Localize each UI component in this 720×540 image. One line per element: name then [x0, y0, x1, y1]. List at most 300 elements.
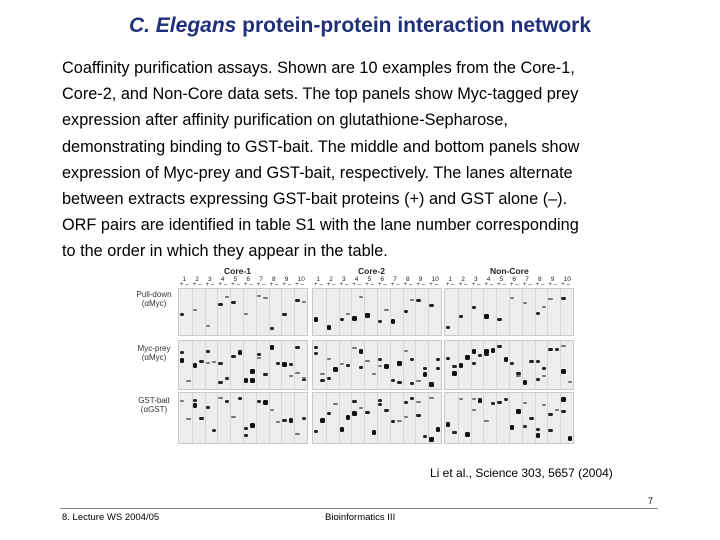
- lane-sign: +: [548, 282, 552, 288]
- gel-band: [276, 421, 280, 423]
- gel-band: [302, 301, 306, 303]
- gel-band: [212, 429, 216, 432]
- lane-sign: +: [416, 282, 420, 288]
- gel-band: [459, 398, 463, 400]
- gel-band: [365, 411, 369, 414]
- lane-number: 6: [380, 276, 385, 283]
- gel-band: [218, 397, 222, 399]
- gel-band: [410, 299, 414, 301]
- gel-panel: [444, 288, 574, 336]
- gel-panel: [444, 392, 574, 444]
- lane-separator: [205, 341, 206, 389]
- panel-label-gst-bait: GST-bait (αGST): [138, 396, 170, 414]
- gel-band: [340, 427, 344, 432]
- gel-band: [472, 349, 476, 354]
- lane-number: 3: [474, 276, 478, 283]
- paragraph-line: expression after affinity purification on glutathione-Sepharose,: [62, 111, 508, 130]
- lane-sign: –: [451, 282, 455, 288]
- gel-band: [391, 319, 395, 324]
- gel-band: [257, 295, 261, 297]
- gel-band: [295, 346, 299, 349]
- lane-separator: [496, 289, 497, 335]
- lane-sign: –: [409, 282, 413, 288]
- lane-separator: [471, 289, 472, 335]
- lane-separator: [230, 289, 231, 335]
- lane-sign: +: [561, 282, 565, 288]
- lane-separator: [390, 289, 391, 335]
- lane-sign: –: [421, 282, 426, 288]
- gel-band: [542, 306, 546, 308]
- gel-band: [536, 360, 540, 363]
- gel-band: [548, 429, 552, 432]
- gel-panel: [178, 288, 308, 336]
- gel-band: [536, 312, 540, 315]
- footer-course: Bioinformatics III: [325, 512, 396, 523]
- lane-separator: [339, 341, 340, 389]
- lane-sign: +: [314, 282, 318, 288]
- gel-band: [523, 302, 527, 304]
- gel-band: [320, 379, 324, 382]
- gel-band: [548, 298, 552, 300]
- gel-band: [359, 296, 363, 298]
- gel-band: [516, 372, 520, 375]
- gel-band: [436, 427, 440, 432]
- gel-band: [436, 367, 440, 370]
- lane-sign: –: [249, 282, 253, 288]
- gel-band: [314, 317, 318, 322]
- lane-sign: +: [269, 282, 274, 288]
- lane-sign: –: [528, 282, 532, 288]
- gel-band: [263, 373, 267, 376]
- lane-number: 9: [550, 276, 555, 283]
- lane-sign: –: [489, 282, 494, 288]
- lane-sign: –: [211, 282, 215, 288]
- lane-separator: [294, 393, 295, 443]
- gel-band: [199, 417, 203, 420]
- gel-band: [510, 425, 514, 430]
- gel-band: [372, 430, 376, 435]
- lane-number: 8: [272, 276, 276, 283]
- lane-separator: [428, 289, 429, 335]
- gel-band: [423, 435, 427, 438]
- gel-band: [244, 434, 248, 437]
- gel-band: [225, 377, 229, 380]
- gel-band: [218, 362, 222, 365]
- lane-sign: +: [429, 282, 433, 288]
- gel-band: [270, 327, 274, 330]
- gel-band: [186, 380, 190, 382]
- gel-band: [523, 402, 527, 404]
- gel-band: [193, 309, 197, 311]
- lane-sign: –: [275, 282, 279, 288]
- lane-separator: [364, 393, 365, 443]
- lane-sign: –: [396, 282, 400, 288]
- lane-number: 9: [284, 276, 289, 283]
- gel-band: [516, 409, 520, 414]
- lane-sign: –: [464, 282, 468, 288]
- gel-band: [270, 409, 274, 411]
- panel-label-myc-prey: Myc-prey (αMyc): [137, 344, 171, 362]
- gel-band: [180, 351, 184, 354]
- gel-band: [472, 409, 476, 411]
- lane-sign: +: [458, 282, 463, 288]
- lane-number: 7: [259, 276, 263, 283]
- lane-separator: [230, 341, 231, 389]
- gel-band: [548, 348, 552, 351]
- lane-number: 2: [329, 276, 333, 283]
- gel-band: [391, 379, 395, 382]
- lane-separator: [205, 289, 206, 335]
- gel-band: [231, 416, 235, 418]
- lane-separator: [294, 289, 295, 335]
- gel-band: [346, 415, 350, 420]
- gel-band: [186, 418, 190, 420]
- gel-band: [327, 325, 331, 330]
- paragraph-line: expression of Myc-prey and GST-bait, respectively. The lanes alternate: [62, 163, 573, 182]
- lane-separator: [496, 341, 497, 389]
- citation: Li et al., Science 303, 5657 (2004): [430, 466, 613, 480]
- gel-band: [491, 402, 495, 405]
- gel-band: [410, 382, 414, 385]
- lane-number: 1: [448, 276, 453, 283]
- lane-separator: [377, 289, 378, 335]
- gel-band: [378, 358, 382, 361]
- gel-band: [416, 414, 420, 417]
- lane-number: 3: [208, 276, 212, 283]
- gel-band: [497, 318, 501, 321]
- lane-separator: [509, 341, 510, 389]
- gel-band: [333, 403, 337, 405]
- gel-band: [484, 314, 488, 319]
- gel-band: [282, 313, 286, 316]
- gel-band: [452, 365, 456, 368]
- lane-number: 7: [525, 276, 529, 283]
- gel-band: [302, 417, 306, 420]
- gel-band: [397, 381, 401, 384]
- lane-sign: –: [553, 282, 558, 288]
- lane-separator: [509, 289, 510, 335]
- lane-sign: +: [535, 282, 540, 288]
- gel-band: [404, 350, 408, 352]
- gel-band: [193, 403, 197, 408]
- gel-band: [218, 381, 222, 384]
- gel-band: [561, 397, 565, 402]
- lane-number: 5: [367, 276, 372, 283]
- lane-separator: [390, 393, 391, 443]
- gel-band: [250, 369, 254, 374]
- gel-band: [452, 431, 456, 434]
- paragraph-line: between extracts expressing GST-bait proteins (+) and GST alone (–).: [62, 190, 568, 209]
- lane-sign: –: [236, 282, 240, 288]
- lane-separator: [458, 289, 459, 335]
- lane-sign: +: [484, 282, 488, 288]
- gel-band: [472, 362, 476, 365]
- gel-band: [484, 349, 488, 354]
- lane-separator: [547, 289, 548, 335]
- lane-sign: –: [515, 282, 519, 288]
- gel-band: [446, 326, 450, 329]
- gel-band: [384, 364, 388, 369]
- gel-band: [180, 400, 184, 402]
- lane-sign: +: [378, 282, 382, 288]
- slide-title: [0, 14, 720, 38]
- gel-band: [327, 358, 331, 360]
- group-title: Non-Core: [490, 266, 529, 276]
- gel-band: [404, 401, 408, 404]
- lane-sign: –: [370, 282, 374, 288]
- gel-band: [397, 361, 401, 366]
- gel-band: [206, 350, 210, 353]
- gel-band: [423, 372, 427, 377]
- description-paragraph: [62, 55, 662, 265]
- gel-band: [410, 397, 414, 400]
- gel-band: [497, 401, 501, 404]
- gel-band: [378, 320, 382, 323]
- gel-band: [459, 363, 463, 368]
- gel-band: [340, 363, 344, 365]
- lane-number: 2: [461, 276, 465, 283]
- gel-band: [225, 400, 229, 403]
- lane-separator: [243, 289, 244, 335]
- gel-band: [472, 306, 476, 309]
- lane-separator: [471, 393, 472, 443]
- gel-band: [378, 403, 382, 406]
- lane-sign: +: [446, 282, 450, 288]
- gel-band: [295, 299, 299, 302]
- lane-number: 6: [246, 276, 251, 283]
- gel-band: [238, 350, 242, 355]
- gel-band: [542, 367, 546, 370]
- gel-band: [510, 362, 514, 365]
- lane-sign: +: [522, 282, 527, 288]
- lane-number: 10: [297, 276, 305, 283]
- gel-band: [352, 347, 356, 349]
- gel-band: [199, 360, 203, 363]
- gel-band: [238, 397, 242, 400]
- gel-band: [429, 397, 433, 399]
- lane-sign: –: [434, 282, 438, 288]
- gel-panel: [312, 392, 442, 444]
- lane-number: 7: [393, 276, 397, 283]
- gel-band: [365, 360, 369, 362]
- lane-separator: [560, 289, 561, 335]
- title-species: C. Elegans: [128, 14, 237, 37]
- gel-band: [429, 304, 433, 307]
- lane-separator: [522, 289, 523, 335]
- gel-band: [542, 375, 546, 377]
- lane-sign: +: [244, 282, 248, 288]
- lane-sign: +: [403, 282, 408, 288]
- lane-sign: +: [326, 282, 331, 288]
- lane-separator: [403, 341, 404, 389]
- gel-band: [446, 357, 450, 360]
- gel-band: [446, 422, 450, 427]
- lane-number: 2: [195, 276, 199, 283]
- lane-separator: [217, 393, 218, 443]
- gel-band: [327, 412, 331, 415]
- lane-sign: +: [192, 282, 197, 288]
- lane-sign: –: [541, 282, 545, 288]
- gel-band: [384, 309, 388, 311]
- lane-sign: –: [223, 282, 228, 288]
- lane-sign: +: [471, 282, 476, 288]
- gel-band: [282, 419, 286, 422]
- gel-panel: [312, 288, 442, 336]
- gel-band: [257, 400, 261, 403]
- paragraph-line: Core-2, and Non-Core data sets. The top panels show Myc-tagged prey: [62, 85, 579, 104]
- gel-band: [416, 299, 420, 302]
- gel-panel: [178, 392, 308, 444]
- gel-band: [180, 313, 184, 316]
- gel-band: [359, 366, 363, 369]
- lane-separator: [415, 289, 416, 335]
- lane-number: 10: [563, 276, 571, 283]
- lane-separator: [351, 289, 352, 335]
- lane-sign: –: [319, 282, 323, 288]
- gel-band: [452, 371, 456, 376]
- lane-separator: [471, 341, 472, 389]
- lane-separator: [483, 393, 484, 443]
- lane-separator: [256, 341, 257, 389]
- lane-separator: [547, 393, 548, 443]
- gel-band: [548, 413, 552, 416]
- lane-separator: [390, 341, 391, 389]
- gel-band: [206, 325, 210, 327]
- gel-band: [231, 355, 235, 358]
- gel-band: [404, 416, 408, 418]
- lane-separator: [217, 289, 218, 335]
- gel-band: [276, 362, 280, 365]
- gel-panel: [444, 340, 574, 390]
- gel-band: [384, 409, 388, 412]
- gel-band: [536, 433, 540, 438]
- lane-separator: [326, 341, 327, 389]
- page-number: 7: [648, 496, 654, 506]
- gel-band: [340, 318, 344, 321]
- gel-band: [263, 400, 267, 405]
- lane-separator: [364, 289, 365, 335]
- lane-separator: [535, 341, 536, 389]
- gel-band: [206, 362, 210, 364]
- gel-band: [484, 420, 488, 422]
- lane-separator: [192, 289, 193, 335]
- lane-sign: –: [185, 282, 189, 288]
- gel-band: [561, 297, 565, 300]
- gel-band: [516, 375, 520, 377]
- gel-band: [244, 313, 248, 315]
- lane-sign: +: [282, 282, 286, 288]
- gel-band: [436, 358, 440, 361]
- gel-band: [346, 364, 350, 367]
- gel-band: [404, 310, 408, 313]
- gel-band: [218, 303, 222, 306]
- title-rest: protein-protein interaction network: [236, 14, 592, 37]
- gel-band: [561, 410, 565, 413]
- gel-band: [352, 316, 356, 321]
- gel-band: [289, 363, 293, 366]
- paragraph-line: to the order in which they appear in the table.: [62, 242, 388, 261]
- lane-number: 8: [538, 276, 542, 283]
- gel-band: [523, 425, 527, 428]
- gel-band: [225, 296, 229, 298]
- lane-sign: –: [345, 282, 349, 288]
- footer-lecture: 8. Lecture WS 2004/05: [62, 512, 160, 523]
- gel-band: [346, 313, 350, 315]
- lane-sign: +: [218, 282, 222, 288]
- footer-divider: [60, 508, 658, 509]
- gel-band: [314, 352, 318, 355]
- lane-separator: [339, 289, 340, 335]
- lane-separator: [339, 393, 340, 443]
- gel-band: [542, 404, 546, 406]
- lane-sign: +: [339, 282, 344, 288]
- lane-sign: +: [205, 282, 210, 288]
- gel-band: [193, 363, 197, 368]
- gel-band: [497, 345, 501, 348]
- gel-band: [320, 418, 324, 423]
- gel-band: [555, 409, 559, 411]
- lane-sign: +: [256, 282, 261, 288]
- lane-sign: –: [502, 282, 506, 288]
- gel-band: [263, 297, 267, 299]
- lane-sign: –: [262, 282, 266, 288]
- lane-number: 3: [342, 276, 346, 283]
- gel-band: [359, 407, 363, 409]
- gel-band: [491, 348, 495, 353]
- lane-number: 4: [354, 276, 359, 283]
- gel-band: [536, 428, 540, 431]
- lane-number: 9: [418, 276, 423, 283]
- gel-band: [561, 369, 565, 374]
- gel-band: [510, 297, 514, 299]
- gel-band: [397, 420, 401, 422]
- panel-label-pulldown: Pull-down (αMyc): [136, 290, 172, 308]
- paragraph-line: ORF pairs are identified in table S1 with the lane number corresponding: [62, 216, 579, 235]
- lane-separator: [458, 393, 459, 443]
- gel-band: [568, 436, 572, 441]
- group-title: Core-1: [224, 266, 251, 276]
- gel-band: [193, 399, 197, 402]
- gel-band: [314, 346, 318, 349]
- gel-band: [555, 348, 559, 351]
- gel-band: [231, 301, 235, 304]
- lane-sign: –: [566, 282, 570, 288]
- gel-band: [270, 345, 274, 350]
- lane-sign: –: [383, 282, 387, 288]
- gel-band: [529, 360, 533, 363]
- gel-band: [244, 378, 248, 383]
- lane-separator: [205, 393, 206, 443]
- lane-sign: +: [295, 282, 299, 288]
- gel-band: [352, 400, 356, 403]
- gel-band: [320, 373, 324, 375]
- lane-separator: [560, 341, 561, 389]
- gel-band: [429, 437, 433, 442]
- gel-band: [352, 411, 356, 416]
- lane-number: 5: [499, 276, 504, 283]
- lane-sign: +: [231, 282, 235, 288]
- lane-sign: –: [332, 282, 336, 288]
- gel-band: [536, 378, 540, 381]
- lane-separator: [281, 289, 282, 335]
- gel-band: [378, 399, 382, 402]
- lane-number: 10: [431, 276, 439, 283]
- gel-band: [180, 358, 184, 363]
- gel-band: [257, 353, 261, 356]
- western-blot-figure: [132, 266, 577, 444]
- lane-separator: [483, 289, 484, 335]
- gel-band: [372, 373, 376, 375]
